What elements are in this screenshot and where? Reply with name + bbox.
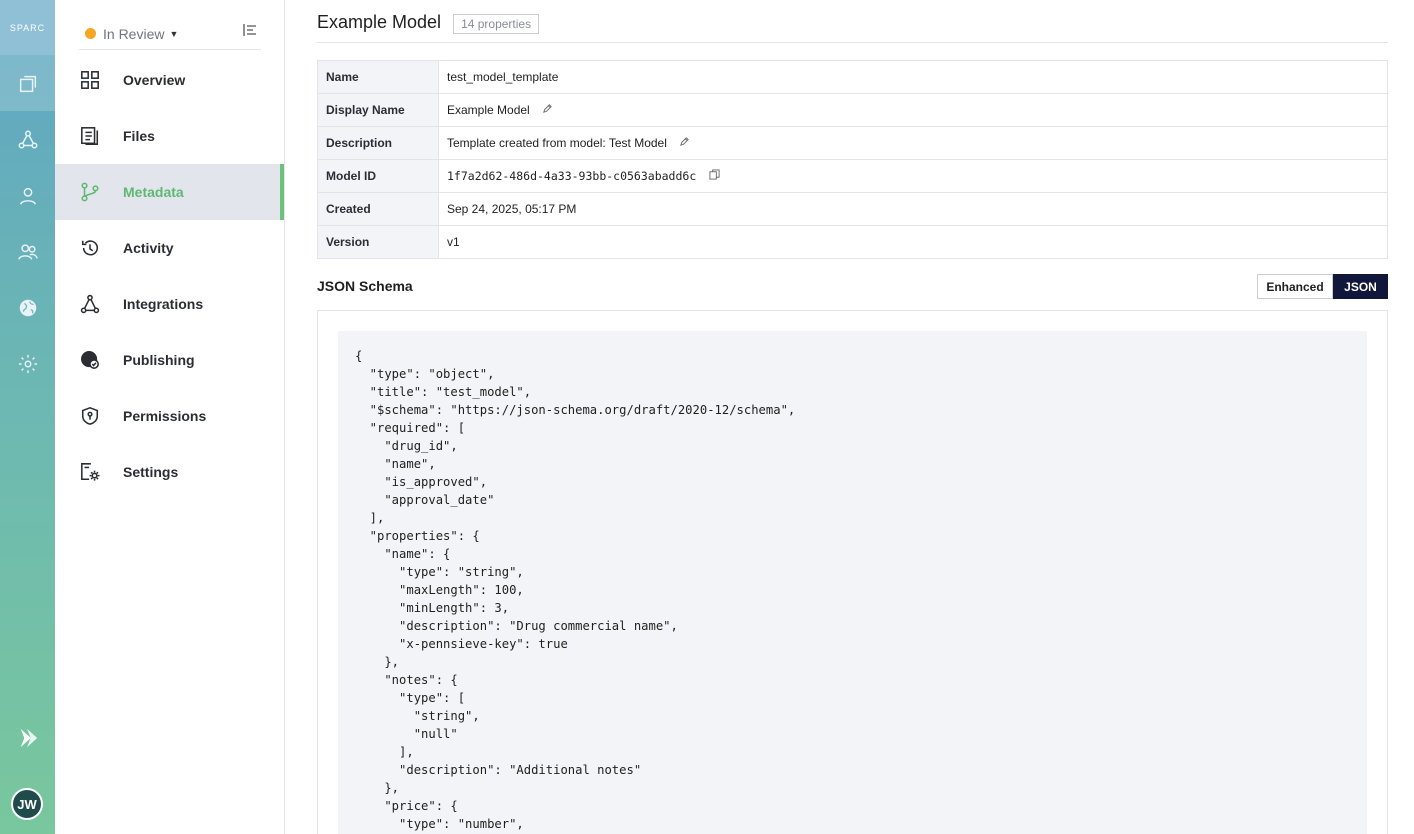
property-count-badge: 14 properties: [453, 14, 539, 34]
nav-label: Overview: [123, 72, 186, 88]
table-row: [318, 226, 1388, 259]
nav-item-overview[interactable]: [55, 52, 284, 108]
schema-header: [317, 274, 1388, 299]
gear-icon[interactable]: [14, 350, 41, 377]
table-row: [318, 160, 1388, 193]
model-id-value: 1f7a2d62-486d-4a33-93bb-c0563abadd6c: [447, 168, 697, 183]
field-key: Description: [318, 127, 439, 160]
view-toggle: [1257, 274, 1388, 299]
field-value: [439, 127, 1388, 160]
version-value: v1: [447, 235, 460, 249]
field-value: [439, 193, 1388, 226]
field-value: [439, 94, 1388, 127]
model-details-table: [317, 60, 1388, 259]
status-label: In Review: [103, 25, 165, 42]
schema-panel: [317, 310, 1388, 834]
nav-label: Files: [123, 128, 155, 144]
pennsieve-icon[interactable]: [14, 724, 41, 751]
page-title: Example Model: [317, 12, 442, 32]
description-value: Template created from model: Test Model: [447, 135, 667, 150]
field-key: Name: [318, 61, 439, 94]
nav-item-settings[interactable]: [55, 444, 284, 500]
activity-icon: [79, 237, 101, 259]
nav-label: Settings: [123, 464, 179, 480]
avatar-initials: JW: [17, 796, 37, 812]
sparc-logo[interactable]: [0, 0, 55, 55]
nav-label: Publishing: [123, 352, 195, 368]
table-row: [318, 193, 1388, 226]
nav-item-integrations[interactable]: [55, 276, 284, 332]
nav-label: Metadata: [123, 184, 184, 200]
datasets-icon[interactable]: [14, 70, 41, 97]
nav-item-files[interactable]: [55, 108, 284, 164]
edit-pencil-icon[interactable]: [542, 103, 553, 117]
display-name-value: Example Model: [447, 102, 530, 117]
copy-icon[interactable]: [709, 169, 720, 183]
publishing-icon: [79, 349, 101, 371]
json-code: { "type": "object", "title": "test_model", "$schema": "https://json-schema.org/draft/2020-12/schema", "required": [ "drug_id", "name", "is_approved", "approval_date" ], "properties": { "name": { "type": "string", "maxLength": 100, "minLength": 3, "description": "Drug commercial name", "x-pennsieve-key": true }, "notes": { "type": [ "string", "null" ], "description": "Additional notes" }, "price": { "type": "number",: [355, 349, 796, 831]
field-value: [439, 226, 1388, 259]
table-row: [318, 127, 1388, 160]
field-key: Version: [318, 226, 439, 259]
field-value: [439, 61, 1388, 94]
table-row: [318, 61, 1388, 94]
app-rail: [0, 0, 55, 834]
field-key: Display Name: [318, 94, 439, 127]
nav-item-publishing[interactable]: [55, 332, 284, 388]
field-value: [439, 160, 1388, 193]
created-value: Sep 24, 2025, 05:17 PM: [447, 202, 577, 216]
settings-icon: [79, 461, 101, 483]
dataset-nav: [55, 0, 285, 834]
enhanced-view-button[interactable]: Enhanced: [1257, 274, 1333, 299]
field-key: Created: [318, 193, 439, 226]
integrations-rail-icon[interactable]: [14, 126, 41, 153]
schema-title: JSON Schema: [317, 278, 413, 294]
files-icon: [79, 125, 101, 147]
nav-item-activity[interactable]: [55, 220, 284, 276]
logo-text: SPARC: [9, 22, 46, 33]
integrations-icon: [79, 293, 101, 315]
shield-icon: [79, 405, 101, 427]
json-view-button[interactable]: JSON: [1333, 274, 1388, 299]
nav-label: Permissions: [123, 408, 207, 424]
avatar[interactable]: [11, 788, 43, 820]
collapse-menu-icon[interactable]: [242, 22, 258, 38]
model-header: [317, 12, 1388, 43]
json-code-block[interactable]: [338, 331, 1367, 834]
field-key: Model ID: [318, 160, 439, 193]
nav-item-metadata[interactable]: [55, 164, 284, 220]
nav-label: Integrations: [123, 296, 204, 312]
edit-pencil-icon[interactable]: [679, 136, 690, 150]
status-dropdown[interactable]: [79, 18, 261, 50]
user-icon[interactable]: [14, 182, 41, 209]
chevron-down-icon: ▼: [169, 28, 179, 39]
team-icon[interactable]: [14, 238, 41, 265]
grid-icon: [79, 69, 101, 91]
name-value: test_model_template: [447, 70, 559, 84]
status-dot: [85, 28, 96, 39]
globe-icon[interactable]: [14, 294, 41, 321]
metadata-icon: [79, 181, 101, 203]
nav-item-permissions[interactable]: [55, 388, 284, 444]
nav-label: Activity: [123, 240, 174, 256]
table-row: [318, 94, 1388, 127]
